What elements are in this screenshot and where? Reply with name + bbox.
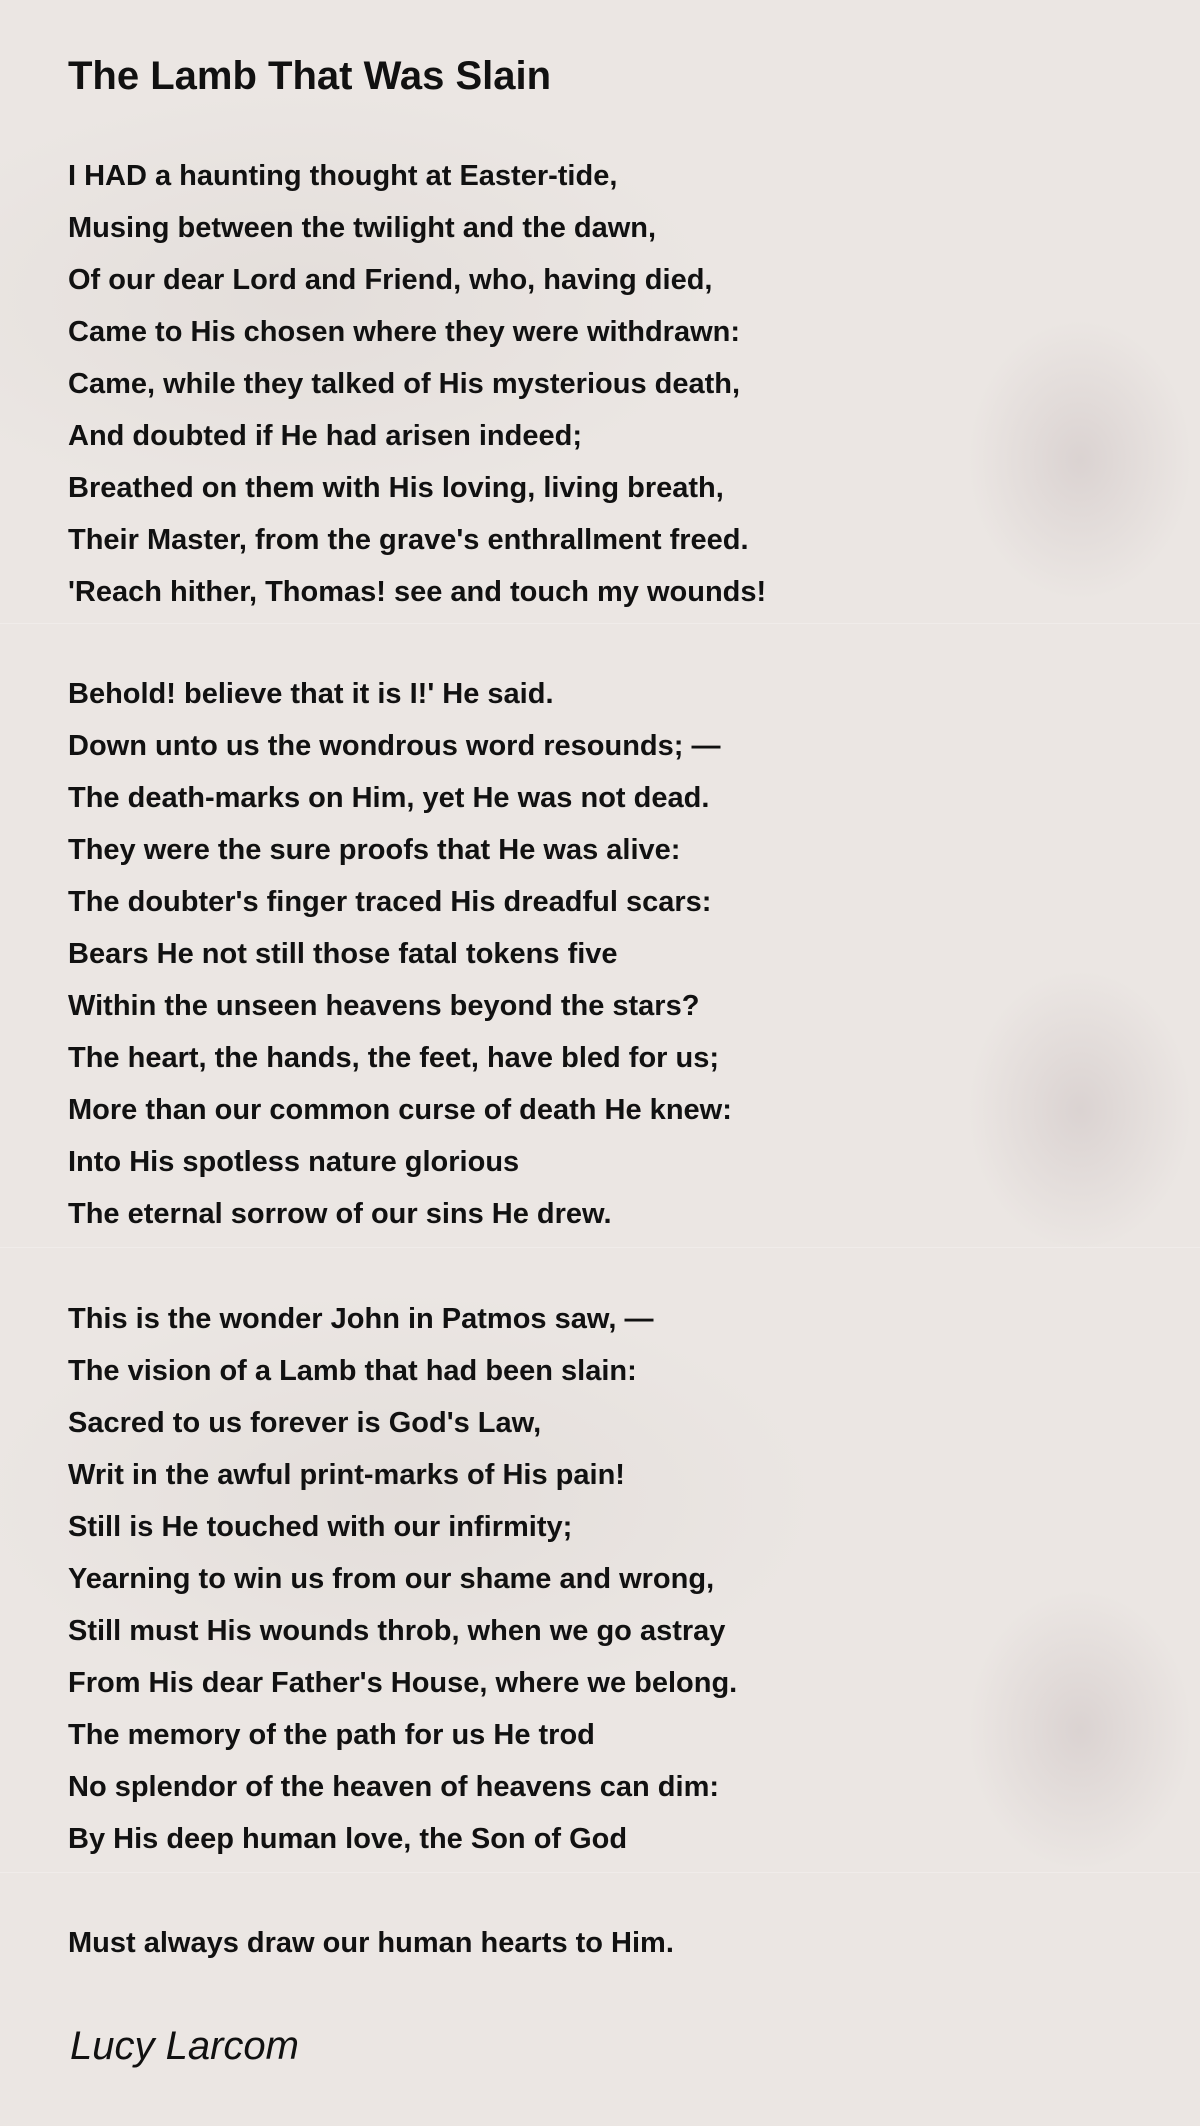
poem-line: 'Reach hither, Thomas! see and touch my wounds! [68,576,767,608]
stanza-1 [68,150,766,618]
poem-line: The vision of a Lamb that had been slain: [68,1355,637,1387]
poem-line: The memory of the path for us He trod [68,1719,595,1751]
poem-line: From His dear Father's House, where we belong. [68,1667,738,1699]
background-divider [0,623,1200,624]
poem-line: By His deep human love, the Son of God [68,1823,628,1855]
poem-line: The heart, the hands, the feet, have bled for us; [68,1042,719,1074]
poem-line: The eternal sorrow of our sins He drew. [68,1198,612,1230]
poem-line: This is the wonder John in Patmos saw, — [68,1303,654,1335]
poem-line: Of our dear Lord and Friend, who, having died, [68,264,713,296]
stanza-2 [68,668,732,1240]
poem-line: Yearning to win us from our shame and wrong, [68,1563,715,1595]
poem-line: I HAD a haunting thought at Easter-tide, [68,160,618,192]
poem-line: Behold! believe that it is I!' He said. [68,678,554,710]
background-divider [0,1247,1200,1248]
poem-author: Lucy Larcom [70,2024,299,2068]
poem-line: No splendor of the heaven of heavens can dim: [68,1771,720,1803]
poem-line: Writ in the awful print-marks of His pain! [68,1459,625,1491]
poem-line: Must always draw our human hearts to Him. [68,1927,674,1959]
poem-line: Still is He touched with our infirmity; [68,1511,573,1543]
poem-line: Breathed on them with His loving, living breath, [68,472,724,504]
poem-line: Into His spotless nature glorious [68,1146,520,1178]
poem-line: And doubted if He had arisen indeed; [68,420,582,452]
stanza-3 [68,1293,737,1865]
poem-line: Down unto us the wondrous word resounds; — [68,730,721,762]
background-divider [0,1872,1200,1873]
poem-line: Sacred to us forever is God's Law, [68,1407,542,1439]
poem-title: The Lamb That Was Slain [68,54,552,98]
poem-line: They were the sure proofs that He was alive: [68,834,681,866]
poem-line: Came, while they talked of His mysterious death, [68,368,741,400]
poem-line: Their Master, from the grave's enthrallment freed. [68,524,749,556]
poem-line: More than our common curse of death He knew: [68,1094,732,1126]
poem-line: Musing between the twilight and the dawn, [68,212,657,244]
stanza-4 [68,1917,674,1969]
poem-line: Came to His chosen where they were withdrawn: [68,316,740,348]
poem-line: Within the unseen heavens beyond the stars? [68,990,700,1022]
poem-line: Still must His wounds throb, when we go astray [68,1615,726,1647]
poem-line: The doubter's finger traced His dreadful scars: [68,886,712,918]
poem-line: The death-marks on Him, yet He was not dead. [68,782,710,814]
poem-line: Bears He not still those fatal tokens five [68,938,618,970]
